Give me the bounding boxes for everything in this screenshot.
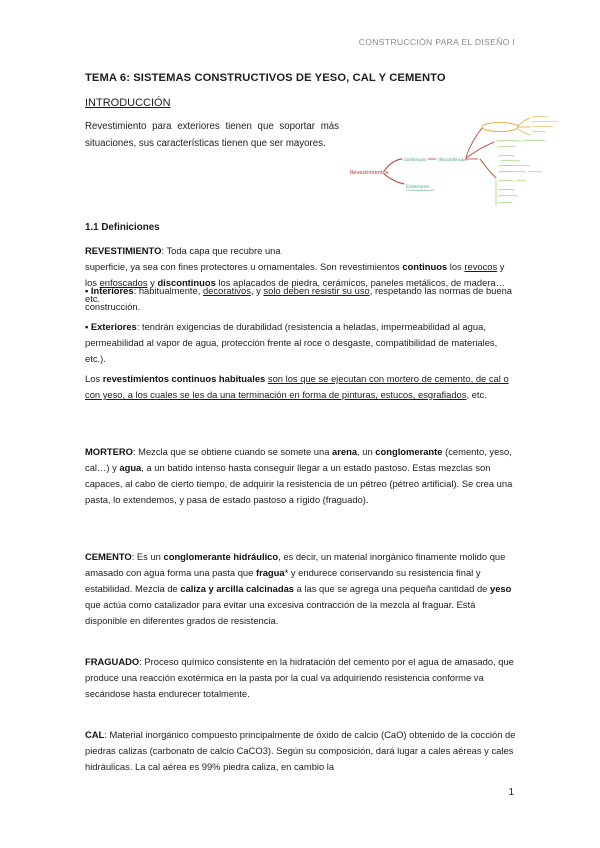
mindmap-sketch bbox=[348, 110, 570, 210]
paragraph-mortero: MORTERO: Mezcla que se obtiene cuando se somete una arena, un conglomerante (cemento, yeso, cal…) y agua, a un batido intenso hasta conseguir llegar a un estado pastoso. Estas mezclas son capaces, al cabo de cierto tiempo, de adquirir la resistencia de un pétreo (pétreo artificial). Se crea una pasta, lo extendemos, y pasa de estado pastoso a rígido (fraguado). bbox=[85, 446, 513, 505]
mindmap-root: Revestimientos bbox=[350, 170, 389, 176]
mindmap-branch-2: discontinuos bbox=[438, 158, 467, 163]
running-header: CONSTRUCCIÓN PARA EL DISEÑO I bbox=[358, 37, 515, 47]
section-heading: 1.1 Definiciones bbox=[85, 222, 160, 233]
page-number: 1 bbox=[508, 787, 514, 798]
intro-paragraph: Revestimiento para exteriores tienen que soportar más situaciones, sus características tienen que ser mayores. bbox=[85, 121, 339, 149]
paragraph-habituales: Los revestimientos continuos habituales son los que se ejecutan con mortero de cemento, de cal o con yeso, a los cuales se les da una terminación en forma de pinturas, estucos, esgrafiados, etc. bbox=[85, 373, 509, 400]
paragraph-revestimiento: REVESTIMIENTO: Toda capa que recubre una superficie, ya sea con fines protectores u ornamentales. Son revestimientos continuos los revocos y los enfoscados y discontinuos los aplacados de piedra, cerámicos, paneles metálicos, de madera… etc. bbox=[85, 245, 506, 304]
page-title: TEMA 6: SISTEMAS CONSTRUCTIVOS DE YESO, CAL Y CEMENTO bbox=[85, 72, 446, 84]
mindmap-branch-0: Exteriores bbox=[406, 185, 430, 190]
paragraph-cemento: CEMENTO: Es un conglomerante hidráulico, es decir, un material inorgánico finamente molido que amasado con agua forma una pasta que fragua* y endurece conservando su resistencia final y estabilidad. Mezcla de caliza y arcilla calcinadas a las que se agrega una pequeña cantidad de yeso que actúa como catalizador para evitar una excesiva contracción de la mezcla al fraguar. Está disponible en diferentes grados de resistencia. bbox=[85, 551, 512, 626]
intro-heading: INTRODUCCIÓN bbox=[85, 97, 171, 109]
paragraph-fraguado: FRAGUADO: Proceso químico consistente en la hidratación del cemento por el agua de amasado, que produce una reacción exotérmica en la pasta por la cual va adquiriendo resistencia conforme va secándose hasta endurecer totalmente. bbox=[85, 656, 514, 699]
paragraph-cal: CAL: Material inorgánico compuesto principalmente de óxido de calcio (CaO) obtenido de la cocción de piedras calizas (carbonato de calcio CaCO3). Según su composición, dará lugar a cales aéreas y cales hidráulicas. La cal aérea es 99% piedra caliza, en cambio la bbox=[85, 729, 516, 772]
mindmap-branch-1: continuos bbox=[404, 158, 427, 163]
paragraph-interiores: • Interiores: habitualmente, decorativos, y solo deben resistir su uso, respetando las normas de buena construcción. bbox=[85, 285, 513, 312]
paragraph-exteriores: • Exteriores: tendrán exigencias de durabilidad (resistencia a heladas, impermeabilidad al agua, permeabilidad al vapor de agua, protección frente al roce o desgaste, compatibilidad de materiales, etc.). bbox=[85, 321, 498, 364]
